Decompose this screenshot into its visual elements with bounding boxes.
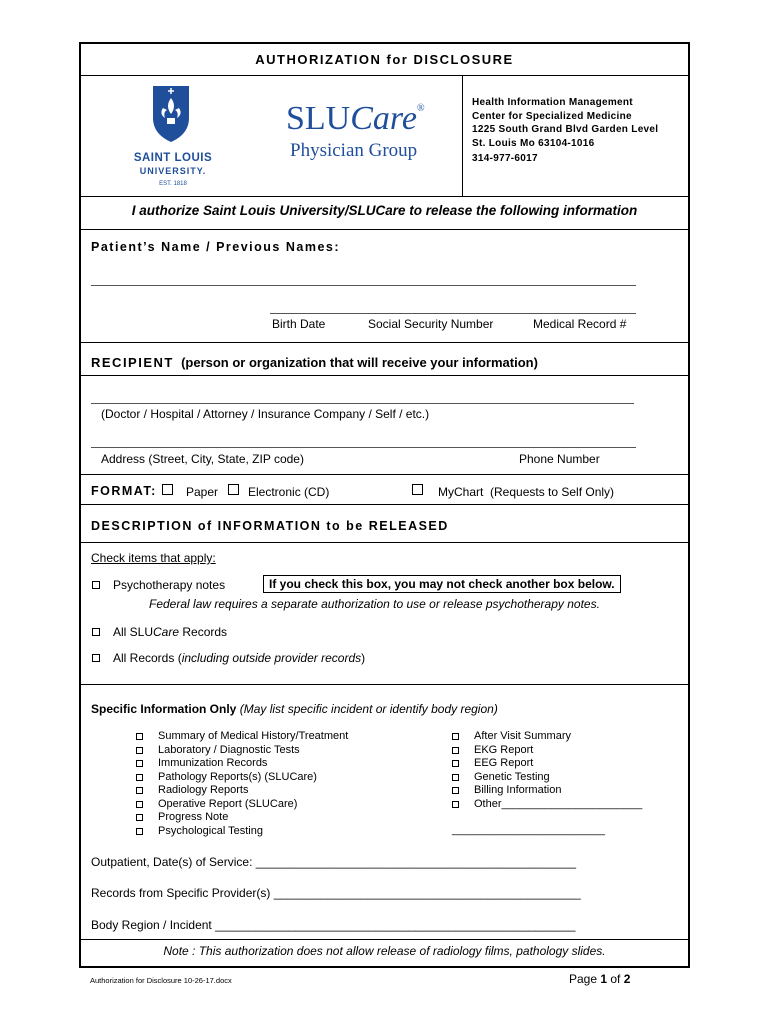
note-divider (80, 939, 688, 940)
specific-right-label: Billing Information (474, 784, 562, 796)
recipient-heading-rest: (person or organization that will receive your information) (181, 355, 538, 370)
format-divider (80, 504, 688, 505)
specific-label (91, 702, 498, 716)
description-heading: DESCRIPTION of INFORMATION to be RELEASED (91, 519, 449, 533)
specific-right-checkbox[interactable] (452, 774, 459, 781)
banner-divider (80, 229, 688, 230)
specific-label-bold: Specific Information Only (91, 702, 237, 716)
federal-law-note: Federal law requires a separate authorization to use or release psychotherapy notes. (149, 597, 600, 611)
format-electronic-label: Electronic (CD) (248, 485, 330, 499)
slucare-logo (286, 100, 446, 170)
specific-left-checkbox[interactable] (136, 801, 143, 808)
contact-line1: Health Information Management (472, 97, 633, 108)
logo-divider (80, 196, 688, 197)
specific-left-checkbox[interactable] (136, 814, 143, 821)
recipient-phone-hint: Phone Number (519, 452, 600, 466)
specific-right-label: EEG Report (474, 757, 534, 769)
specific-left-label: Radiology Reports (158, 784, 249, 796)
specific-right-checkbox[interactable] (452, 787, 459, 794)
description-divider (80, 542, 688, 543)
recipient-heading-bold: RECIPIENT (91, 355, 174, 370)
specific-left-checkbox[interactable] (136, 733, 143, 740)
address-divider (80, 474, 688, 475)
specific-left-label: Laboratory / Diagnostic Tests (158, 743, 300, 756)
footer-page: Page 1 of 2 (569, 972, 631, 986)
slucare-reg: ® (416, 103, 425, 114)
format-paper-label: Paper (186, 485, 219, 499)
all-records-label: All Records (including outside provider records) (113, 651, 366, 665)
ssn-label: Social Security Number (368, 317, 494, 331)
form-title: AUTHORIZATION for DISCLOSURE (255, 52, 514, 67)
contact-line4: St. Louis Mo 63104-1016 (472, 137, 595, 149)
patient-name-line[interactable] (91, 285, 636, 286)
psychotherapy-warning: If you check this box, you may not check another box below. (263, 575, 621, 593)
format-paper-checkbox[interactable] (162, 484, 173, 495)
slucare-brand-a: SLU (286, 100, 351, 137)
outpatient-dates-field[interactable]: Outpatient, Date(s) of Service: ________________________________________________ (91, 855, 577, 869)
contact-phone: 314-977-6017 (472, 153, 538, 164)
contact-block (472, 96, 658, 166)
specific-right-label: EKG Report (474, 743, 534, 756)
slu-name: SAINT LOUIS (133, 152, 213, 164)
title-divider (80, 75, 688, 76)
slu-name2: UNIVERSITY. (139, 166, 207, 176)
specific-left-label: Pathology Reports(s) (SLUCare) (158, 770, 317, 783)
all-records-checkbox[interactable] (92, 654, 100, 662)
specific-left-label: Operative Report (SLUCare) (158, 797, 298, 810)
specific-left-checkbox[interactable] (136, 747, 143, 754)
specific-right-checkbox[interactable] (452, 747, 459, 754)
format-label: FORMAT: (91, 484, 157, 498)
specific-right-label: Genetic Testing (474, 770, 550, 783)
specific-left-checkbox[interactable] (136, 787, 143, 794)
slu-shield-icon (151, 84, 191, 144)
specific-label-italic: (May list specific incident or identify body region) (239, 702, 498, 716)
specific-right-checkbox[interactable] (452, 801, 459, 808)
patient-divider (80, 342, 688, 343)
recipient-who-line[interactable] (91, 403, 634, 404)
specific-left-checkbox[interactable] (136, 760, 143, 767)
recipient-heading (91, 355, 538, 370)
format-mychart-label: MyChart (Requests to Self Only) (438, 485, 615, 499)
slucare-brand-b: Care (350, 100, 417, 137)
records-divider (80, 684, 688, 685)
contact-box-border (462, 76, 463, 197)
radiology-note: Note : This authorization does not allow release of radiology films, pathology slides. (163, 944, 606, 958)
specific-left-checkbox[interactable] (136, 774, 143, 781)
recipient-who-hint: (Doctor / Hospital / Attorney / Insurance Company / Self / etc.) (101, 407, 430, 421)
psychotherapy-checkbox[interactable] (92, 581, 100, 589)
format-mychart-checkbox[interactable] (412, 484, 423, 495)
all-slucare-checkbox[interactable] (92, 628, 100, 636)
all-slucare-label: All SLUCare Records (113, 625, 228, 639)
slu-est: EST. 1818 (159, 181, 187, 187)
patient-id-line[interactable] (270, 313, 636, 314)
contact-line3: 1225 South Grand Blvd Garden Level (472, 124, 659, 135)
recipient-address-line[interactable] (91, 447, 636, 448)
footer-filename: Authorization for Disclosure 10-26-17.docx (90, 976, 232, 985)
birth-date-label: Birth Date (272, 317, 326, 331)
psychotherapy-label: Psychotherapy notes (113, 578, 226, 592)
recipient-divider (80, 375, 688, 376)
specific-right-label: After Visit Summary (474, 730, 571, 742)
format-electronic-checkbox[interactable] (228, 484, 239, 495)
patient-label: Patient’s Name / Previous Names: (91, 240, 341, 254)
body-region-field[interactable]: Body Region / Incident ______________________________________________________ (91, 918, 576, 932)
specific-right-label: Other_______________________ (474, 797, 643, 810)
specific-left-label: Immunization Records (158, 757, 268, 769)
specific-left-label: Psychological Testing (158, 824, 263, 837)
other-extra-line[interactable]: _________________________ (452, 824, 605, 836)
specific-left-label: Progress Note (158, 811, 229, 823)
specific-left-checkbox[interactable] (136, 828, 143, 835)
specific-right-checkbox[interactable] (452, 733, 459, 740)
specific-left-label: Summary of Medical History/Treatment (158, 730, 349, 742)
mrn-label: Medical Record # (533, 317, 627, 331)
specific-providers-field[interactable]: Records from Specific Provider(s) ______________________________________________ (91, 886, 581, 900)
specific-right-checkbox[interactable] (452, 760, 459, 767)
contact-line2: Center for Specialized Medicine (472, 110, 632, 122)
authorize-banner: I authorize Saint Louis University/SLUCare to release the following information (131, 203, 638, 218)
check-items-label: Check items that apply: (91, 551, 216, 565)
slucare-sub: Physician Group (290, 140, 418, 161)
recipient-address-hint: Address (Street, City, State, ZIP code) (101, 452, 304, 466)
slu-logo (118, 84, 228, 194)
